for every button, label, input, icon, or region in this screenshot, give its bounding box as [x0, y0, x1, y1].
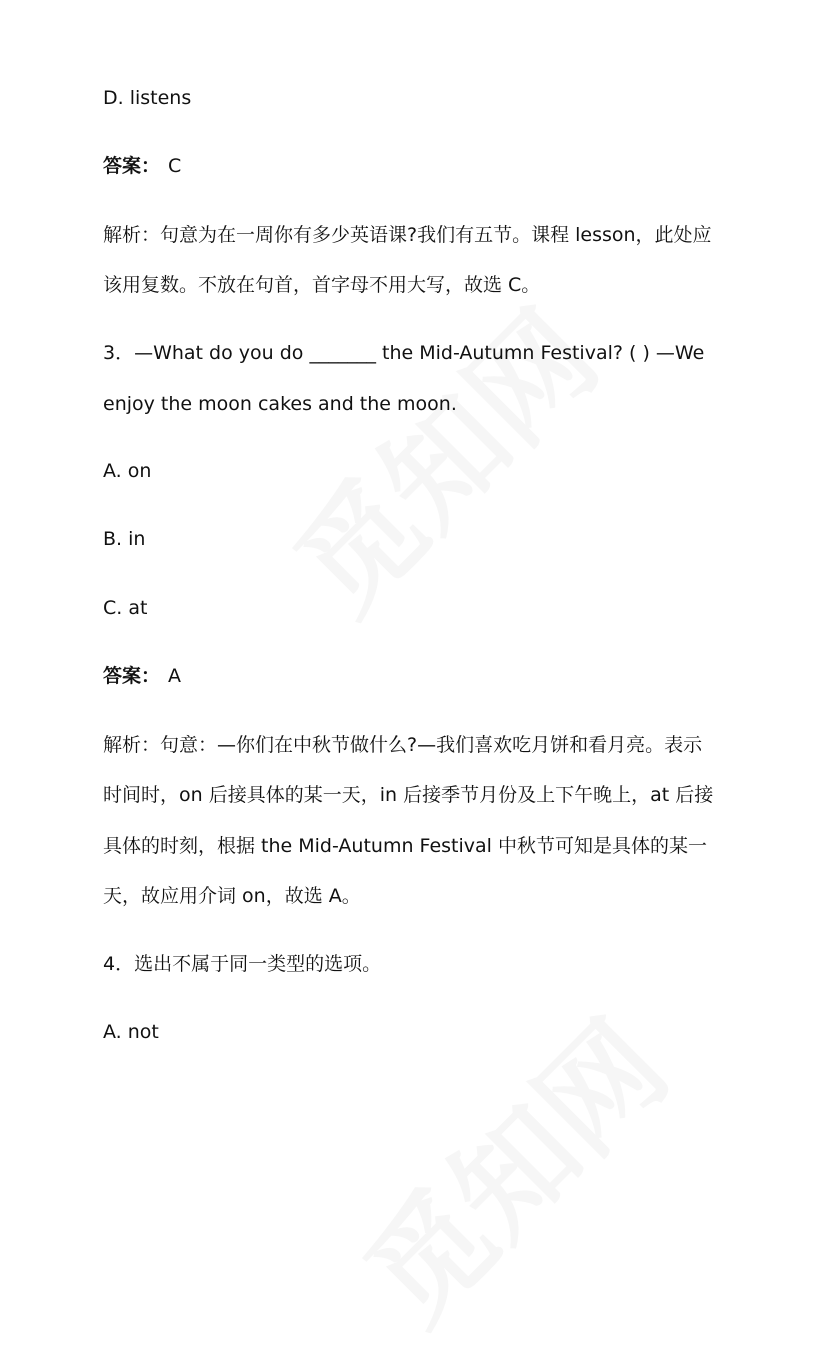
q3-stem-line1: 3．—What do you do _______ the Mid-Autumn Festival? ( ) —We: [103, 342, 705, 364]
answer-value: C: [168, 155, 182, 177]
watermark-bottom: [322, 978, 698, 1354]
q4-stem: 4．选出不属于同一类型的选项。: [103, 953, 382, 975]
q2-analysis-line2: 该用复数。不放在句首，首字母不用大写，故选 C。: [103, 274, 541, 296]
q3-analysis-line2: 时间时，on 后接具体的某一天，in 后接季节月份及上下午晚上，at 后接: [103, 784, 714, 806]
q3-option-a: A. on: [103, 460, 152, 482]
q2-answer: [103, 154, 181, 178]
q2-option-d: D. listens: [103, 87, 192, 109]
q2-analysis-line1: 解析：句意为在一周你有多少英语课?我们有五节。课程 lesson，此处应: [103, 224, 712, 246]
answer-value: A: [168, 665, 182, 687]
q3-analysis-line4: 天，故应用介词 on，故选 A。: [103, 885, 361, 907]
answer-label: 答案：: [103, 665, 161, 687]
q3-stem-line2: enjoy the moon cakes and the moon.: [103, 393, 457, 415]
q3-analysis-line1: 解析：句意：—你们在中秋节做什么?—我们喜欢吃月饼和看月亮。表示: [103, 734, 703, 756]
q3-analysis-line3: 具体的时刻，根据 the Mid-Autumn Festival 中秋节可知是具体的某一: [103, 835, 707, 857]
q4-option-a: A. not: [103, 1021, 159, 1043]
q3-option-c: C. at: [103, 597, 148, 619]
answer-label: 答案：: [103, 155, 161, 177]
q3-answer: [103, 664, 181, 688]
watermark: [252, 268, 628, 644]
q3-option-b: B. in: [103, 528, 146, 550]
